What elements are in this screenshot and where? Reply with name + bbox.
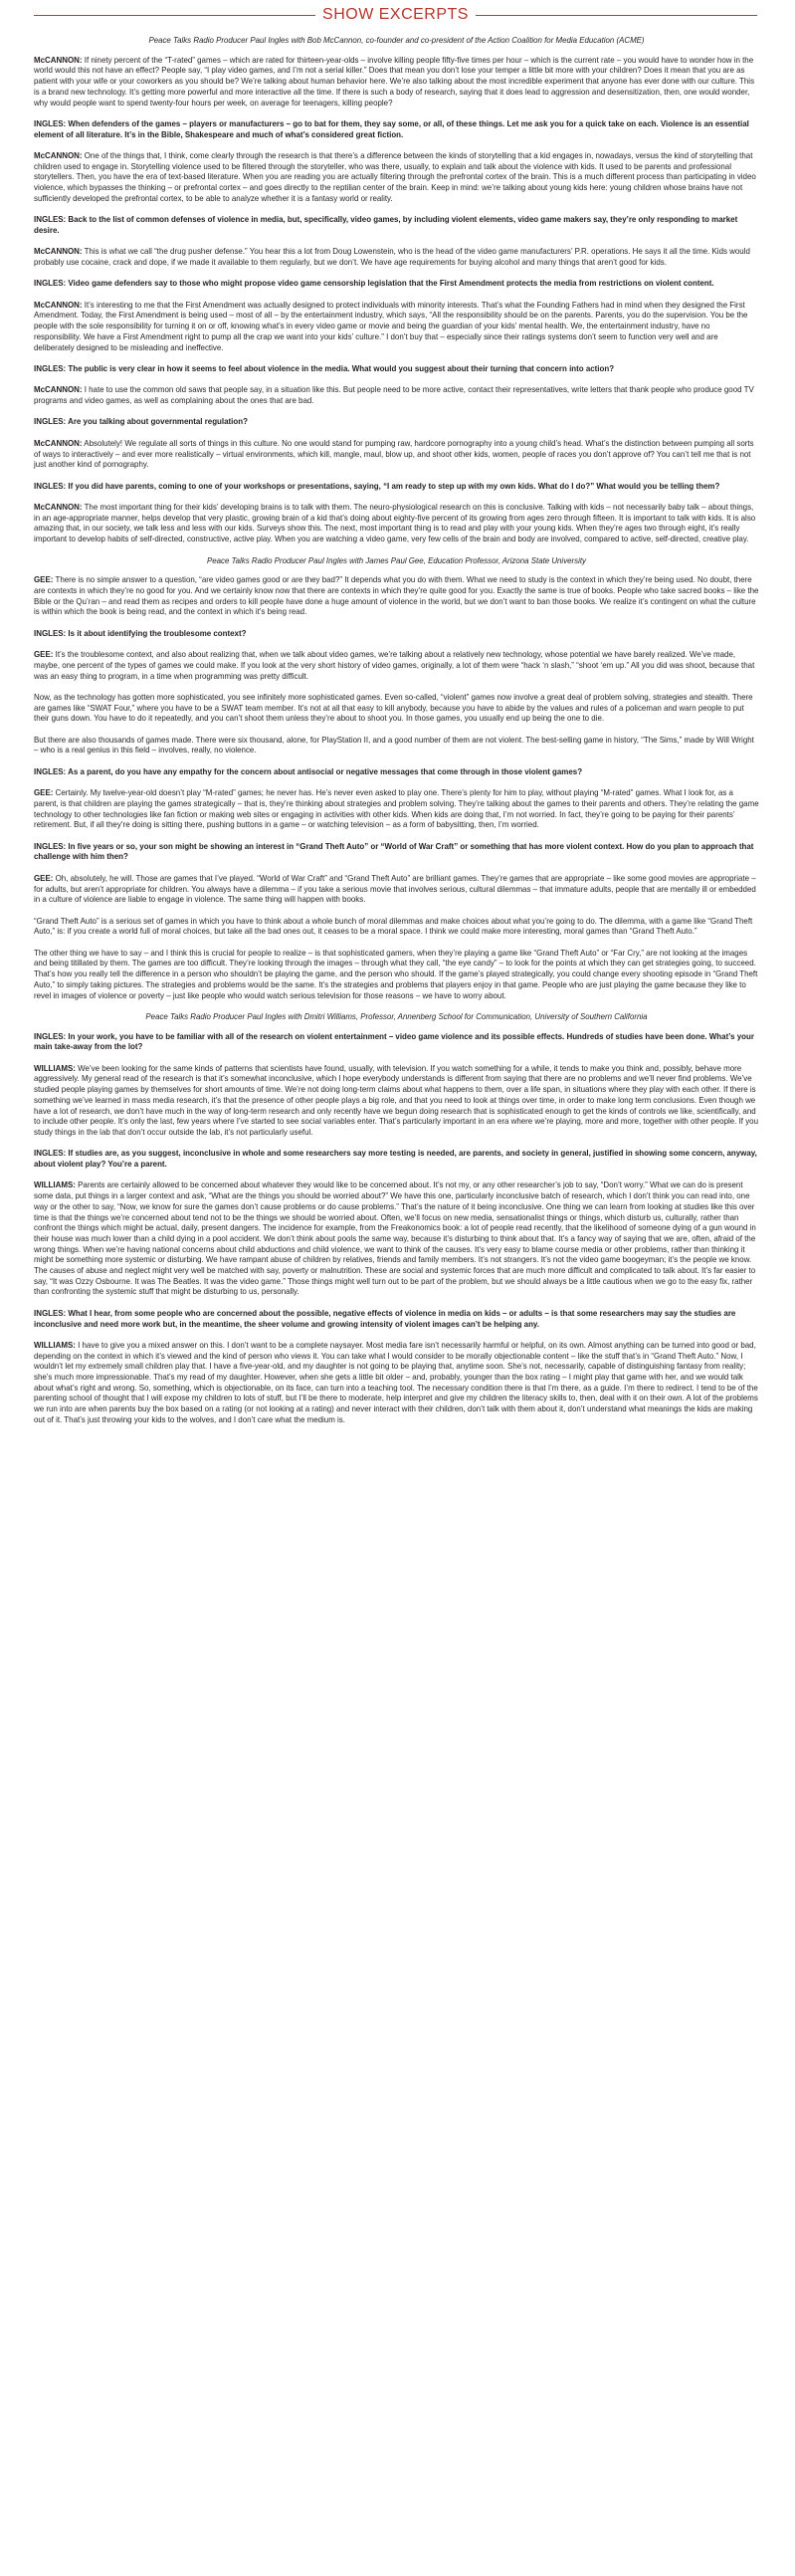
speaker-label: GEE: [34, 788, 54, 798]
speaker-label: McCANNON: [34, 385, 83, 395]
speaker-label: WILLIAMS: [34, 1340, 76, 1350]
speaker-label: McCANNON: [34, 503, 83, 513]
interview-credit: Peace Talks Radio Producer Paul Ingles with Bob McCannon, co-founder and co-president of the Action Coalition for Media Education (ACME) [148, 36, 645, 45]
speaker-label: McCANNON: [34, 300, 83, 310]
guest-answer [34, 56, 759, 109]
interview-credit: Peace Talks Radio Producer Paul Ingles with James Paul Gee, Education Professor, Arizona State University [207, 555, 586, 565]
interview-section [34, 36, 759, 545]
answer-text: If ninety percent of the “T-rated” games – which are rated for thirteen-year-olds – involve killing people fifty-five times per hour – which is the current rate – you would have to wonder how in the world would this not have an effect? People say, “I play video games, and I’m not a serial killer.” Does that mean you don’t lose your temper a little bit more with your children? Does it mean that you are as patient with your wife or your coworkers as you should be? We’re talking about human behavior here. We’re also talking about the most incredible experiment that anyone has ever done with our culture. This is a brand new technology. It’s getting more powerful and more interactive all the time. If there is such a body of research, saying that it does lead to aggression and desensitization, then, one would wonder, why would people want to spend twenty-four hours per week, on average for teenagers, killing people? [34, 55, 755, 107]
interview-section [34, 1012, 759, 1426]
answer-text: Parents are certainly allowed to be concerned about whatever they would like to be concerned about. It’s not my, or any other researcher’s job to say, “Don’t worry.” What we can do is present some data, put things in a larger context and ask, “What are the things you should be worried about?” We have this one, particularly inconclusive batch of research, which I don’t think you can read into, one way or the other to say, “Now, we know for sure the games don’t cause problems or do cause problems.” That’s the nature of it being inconclusive. One thing we can learn from looking at studies like this over time is that the things we’re concerned about tend not to be the things we should be worried about. Often, we’ll focus on new media, sensationalist things or things, which disturb us, culturally, rather than confront the things which might be actual, daily, present dangers. The incidence for example, from the Freakonomics book: a lot of people read recently, that the likelihood of someone dying of a gun wound in their house was much lower than a child dying in a pool accident. We don’t think about pools the same way, because it’s disturbing to think about that. It’s a fancy way of saying that we are, often, afraid of the wrong things. When we’re having national concerns about child abductions and child violence, we want to think of the causes. It’s very easy to blame course media or other problems, rather than thinking it might be something more systemic or disturbing. We have rampant abuse of children by relatives, friends and family members. It’s not strangers. It’s not the video game boogeyman; it’s the people we know. The causes of abuse and neglect might very well be matched with say, poverty or malnutrition. These are social and systemic forces that are much more difficult and complicated to talk about. It’s far easier to say, “It was Ozzy Osbourne. It was The Beatles. It was the video game.” Those things might well turn out to be part of the problem, but we should always be a little cautious when we go to the easy fix, rather than confronting the systemic stuff that might be disturbing to us, personally. [34, 1181, 756, 1297]
answer-text: Oh, absolutely, he will. Those are games that I’ve played. “World of War Craft” and “Grand Theft Auto” are brilliant games. They’re games that are appropriate – like some good movies are appropriate – for adults, but aren’t appropriate for children. You always have a dilemma – if you take a serious movie that involves serious, cultural dilemmas – that immature adults, people that are mentally ill or embedded in a culture of violence are liable to engage in violence. The same thing will happen with books. [34, 873, 756, 905]
answer-text: One of the things that, I think, come clearly through the research is that there’s a difference between the kinds of storytelling that a kid engages in, nowadays, versus the kind of storytelling that children used to engage in. Storytelling violence used to be filtered through the storyteller, who was there, usually, to explain and talk about the violence with kids. It used to be parents and professional storytellers. Then, you have the era of text-based literature. When you are reading you are actually filtering through the prefrontal cortex of the brain. This is a much different process than participating in video violence, which bypasses the thinking – or prefrontal cortex – and goes directly to the reptilian center of the brain. Keep in mind: we’re talking about young kids here: young children whose brains have not sufficiently developed the prefrontal cortex, to be able to analyze whether it is a fantasy world or reality. [34, 151, 756, 203]
speaker-label: WILLIAMS: [34, 1063, 76, 1073]
interviewer-question: INGLES: Video game defenders say to those who might propose video game censorship legislation that the First Amendment protects the media from restrictions on violent content. [34, 279, 714, 289]
guest-answer [34, 575, 759, 618]
answer-text: We’ve been looking for the same kinds of patterns that scientists have found, usually, with television. If you watch something for a while, it tends to make you think and, possibly, behave more aggressively. My general read of the research is that it’s somewhat inconclusive, which I hope everybody understands is different from saying that there are no problems and we’ll never find problems. We’ve studied people playing games by themselves for short amounts of time. We’re not doing long-term claims about what happens to them, over a life span, in situations where they play with each other. If there is something we’ve learned in mass media research, it’s that the presence of other people plays a big role, and that you need to look at things over time, in order to make long term conclusions. Even though we have a lot of research, we don’t have much in the way of long-term research and only recently have we begun doing research that is sophisticated enough to get the kinds of controls we like, scientifically, and to include other people. It’s only the last, few years where I’ve started to see social variables enter. That’s particularly important in an era where we’re playing, more and more, together with other people. If you study things in the lab that don’t occur outside the lab, it’s not particularly useful. [34, 1063, 758, 1137]
interviewer-question: INGLES: In your work, you have to be familiar with all of the research on violent entertainment – video game violence and its possible effects. Hundreds of studies have been done. What’s your main take-away from the lot? [34, 1031, 754, 1052]
speaker-label: McCANNON: [34, 55, 83, 65]
answer-text: Absolutely! We regulate all sorts of things in this culture. No one would stand for pumping raw, hardcore pornography into a young child’s head. What’s the distinction between pumping all sorts of ways to interactively – and ever more realistically – virtual environments, which kill, mangle, maul, blow up, and shoot other kids, women, people of races you don’t approve of? You can’t tell me that is not just another kind of pornography. [34, 438, 754, 470]
interviewer-question: INGLES: In five years or so, your son might be showing an interest in “Grand Theft Auto” or “World of War Craft” or something that has more violent context. How do you plan to approach that challenge with him then? [34, 841, 754, 862]
guest-answer [34, 301, 759, 354]
answer-text: The most important thing for their kids’ developing brains is to talk with them. The neuro-physiological research on this is conclusive. Talking with kids – not necessarily baby talk – about things, in an age-appropriate manner, helps develop that very plastic, growing brain of a kid that’s doing about eighty-five percent of its growing from ages zero through fifteen. It is important to talk with kids. It is also amazing that, in our society, we talk less and less with our kids. Surveys show this. The next, most important thing is to read and play with your young kids. When they’re ages two through eight, it’s really important to develop habits of self-directed, constructive, active play. When you are watching a video game, very few cells of the brain and body are involved, compared to active, self-directed, creative play. [34, 503, 756, 544]
interviewer-question: INGLES: If you did have parents, coming to one of your workshops or presentations, saying, “I am ready to step up with my own kids. What do I do?” What would you be telling them? [34, 481, 720, 491]
speaker-label: GEE: [34, 873, 54, 883]
speaker-label: GEE: [34, 650, 54, 660]
interviewer-question: INGLES: The public is very clear in how it seems to feel about violence in the media. What would you suggest about their turning that concern into action? [34, 363, 615, 373]
answer-text: I have to give you a mixed answer on this. I don’t want to be a complete naysayer. Most media fare isn’t necessarily harmful or helpful, on its own. Almost anything can be turned into good or bad, depending on the context in which it’s viewed and the kind of person who views it. You can take what I would consider to be morally objectionable content – like the stuff that’s in “Grand Theft Auto.” Now, I wouldn’t let my extremely small children play that. I have a five-year-old, and my daughter is not going to be playing that, anytime soon. She’s not, necessarily, capable of distinguishing fantasy from reality; she’s much more impressionable. That’s my read of my daughter. However, when she gets a little bit older – and, probably, younger than the box rating – I might play that game with her, and we would talk about what’s right and wrong. So, something, which is objectionable, on its face, can turn into a teaching tool. The necessary condition there is that I’m there, as a guide. I’m there to redirect. I tend to be of the parenting school of thought that I will expose my children to lots of stuff, but I’ll be there to moderate, help interpret and give my children the literacy skills to, then, deal with it on their own. A lot of the problems we run into are when parents buy the box based on a rating (or not looking at a rating) and never interact with their children, don’t talk with them about it, don’t understand what meanings the kids are making out of it. That’s just throwing your kids to the wolves, and I don’t care what the medium is. [34, 1340, 758, 1424]
interview-section [34, 556, 759, 1002]
answer-text: It’s interesting to me that the First Amendment was actually designed to protect individuals with minority interests. That’s what the Founding Fathers had in mind when they designed the First Amendment. Today, the First Amendment is being used – most of all – by the entertainment industry, which says, “All the responsibility should be on the parents. Parents, you do the supervision. You be the people with the sole responsibility for turning it on or off, knowing what’s in every video game or movie and being the guardian of your kids’ mental health. We, the entertainment industry, have no responsibility. We have a First Amendment right to pump all the crap we want into your kids’ culture.” I don’t buy that – especially since their ratings systems don’t seem to function very well and are deliberately designed to be misleading and ineffective. [34, 300, 748, 352]
guest-answer [34, 1064, 759, 1139]
interviewer-question: INGLES: If studies are, as you suggest, inconclusive in whole and some researchers say more testing is needed, are parents, and society in general, justified in showing some concern, anyway, about violent play? You’re a parent. [34, 1149, 757, 1170]
answer-paragraph: The other thing we have to say – and I think this is crucial for people to realize – is that sophisticated gamers, when they’re playing a game like “Grand Theft Auto” or “Far Cry,” are not looking at the images and being titillated by them. The games are too difficult. They’re looking through the images – through what they call, “the eye candy” – to look for the points at which they can get strategies going, to succeed. That’s how you really tell the difference in a person who shouldn’t be playing the game, and the person who should. If the game’s played strategically, you could change every shooting episode in “Grand Theft Auto,” to simply taking pictures. The strategies and problems would be the same. It’s the strategies and problems that players enjoy in that game. People who are just playing the game because they like to revel in images of violence or poverty – just like people who would watch serious television for those reasons – we have to worry about. [34, 948, 758, 1000]
header-rule-left [34, 15, 315, 16]
answer-text: Certainly. My twelve-year-old doesn’t play “M-rated” games; he never has. He’s never even asked to play one. There’s plenty for him to play, without playing “M-rated” games. What I look for, as a parent, is that children are playing the games strategically – that is, they’re thinking about strategies and problem solving. They’re talking about the games to their parents and others. They’re relating the game technology to other technologies like fan fiction or making web sites or engaging in activities with other kids. When kids are doing that, I’m not worried. In fact, they’re going to be paying for their parents’ retirement. But, if all they’re doing is sitting there, pushing buttons in a game – or watching television – as a form of babysitting, then, I’m worried. [34, 788, 759, 830]
guest-answer [34, 874, 759, 906]
guest-answer [34, 788, 759, 831]
interviewer-question: INGLES: What I hear, from some people who are concerned about the possible, negative effects of violence in media on kids – or adults – is that some researchers may say the studies are inconclusive and need more work but, in the meantime, the sheer volume and growing intensity of violent images can’t be helping any. [34, 1308, 736, 1329]
guest-answer [34, 1181, 759, 1298]
speaker-label: McCANNON: [34, 247, 83, 257]
guest-answer [34, 1341, 759, 1426]
interviewer-question: INGLES: When defenders of the games – players or manufacturers – go to bat for them, they say some, or all, of these things. Let me ask you for a quick take on each. Violence is an essential element of all literature. It’s in the Bible, Shakespeare and much of what’s considered great fiction. [34, 118, 749, 139]
answer-text: This is what we call “the drug pusher defense.” You hear this a lot from Doug Lowenstein, who is the head of the video game manufacturers’ P.R. operations. He says it all the time. Kids would probably use cocaine, crack and dope, if we made it available to them regularly, but we don’t. We have age requirements for buying alcohol and many things that aren’t good for kids. [34, 247, 750, 267]
article-body [34, 36, 759, 1426]
guest-answer [34, 247, 759, 268]
answer-paragraph: But there are also thousands of games made. There were six thousand, alone, for PlayStation II, and a good number of them are not violent. The best-selling game in history, “The Sims,” made by Will Wright – who is a real genius in this field – involves, really, no violence. [34, 735, 754, 755]
interviewer-question: INGLES: Is it about identifying the troublesome context? [34, 628, 247, 638]
answer-text: There is no simple answer to a question, “are video games good or are they bad?” It depends what you do with them. What we need to study is the context in which they’re being used. No doubt, there are contexts in which they’re no good for you. And we certainly know now that there are contexts in which they’re quite good for you. Exactly the same is true of books. People who take sacred books – like the Bible or the Qu’ran – and read them as recipes and orders to kill people have done a huge amount of violence in the world, but we don’t want to ban those books. We realize it’s contingent on what the culture is within which the book is being read, and the context in which it’s being read. [34, 575, 759, 617]
guest-answer [34, 503, 759, 545]
interview-credit: Peace Talks Radio Producer Paul Ingles with Dmitri Williams, Professor, Annenberg School for Communication, University of Southern California [145, 1011, 648, 1021]
interviewer-question: INGLES: Are you talking about governmental regulation? [34, 417, 248, 427]
answer-text: I hate to use the common old saws that people say, in a situation like this. But people need to be more active, contact their representatives, write letters that thank people who produce good TV programs and video games, as well as complaining about the ones that are bad. [34, 385, 754, 406]
interviewer-question: INGLES: Back to the list of common defenses of violence in media, but, specifically, video games, by including violent elements, video game makers say, they’re only responding to market desire. [34, 215, 738, 235]
answer-paragraph: “Grand Theft Auto” is a serious set of games in which you have to think about a whole bunch of moral dilemmas and make choices about what you’re going to do. The dilemma, with a game like “Grand Theft Auto,” is: if you create a world full of moral choices, but take all the bad ones out, it ceases to be a moral space. I think we could make more interesting, moral games than “Grand Theft Auto.” [34, 916, 753, 937]
header-rule-right [476, 15, 757, 16]
speaker-label: GEE: [34, 575, 54, 585]
guest-answer [34, 151, 759, 205]
page-title: SHOW EXCERPTS [322, 5, 469, 23]
interviewer-question: INGLES: As a parent, do you have any empathy for the concern about antisocial or negative messages that come through in those violent games? [34, 766, 583, 776]
guest-answer [34, 650, 759, 682]
guest-answer [34, 439, 759, 471]
guest-answer [34, 385, 759, 406]
speaker-label: McCANNON: [34, 151, 83, 160]
answer-paragraph: Now, as the technology has gotten more sophisticated, you see infinitely more sophisticated games. Even so-called, “violent” games now involve a great deal of problem solving, strategies and stealth. There are games like “SWAT Four,” where you have to be a SWAT team member. It’s not at all that easy to kill anybody, because you have to abide by the values and rules of a policeman and warn people to put their guns down. You have to do it repeatedly, and you can’t shoot them unless they’re about to shoot you. In those games, you usually end up being the one to die. [34, 692, 753, 724]
speaker-label: WILLIAMS: [34, 1181, 76, 1190]
answer-text: It’s the troublesome context, and also about realizing that, when we talk about video games, we’re talking about a relatively new technology, whose potential we have barely realized. We’ve made, maybe, one percent of the types of games we could make. If you look at the very short history of video games, originally, a lot of them were “hack ‘n slash,” “shoot ‘em up.” All you did was shoot, because that was an easy thing to program, in a time when programming was pretty difficult. [34, 650, 755, 681]
header [34, 4, 757, 26]
speaker-label: McCANNON: [34, 438, 83, 448]
